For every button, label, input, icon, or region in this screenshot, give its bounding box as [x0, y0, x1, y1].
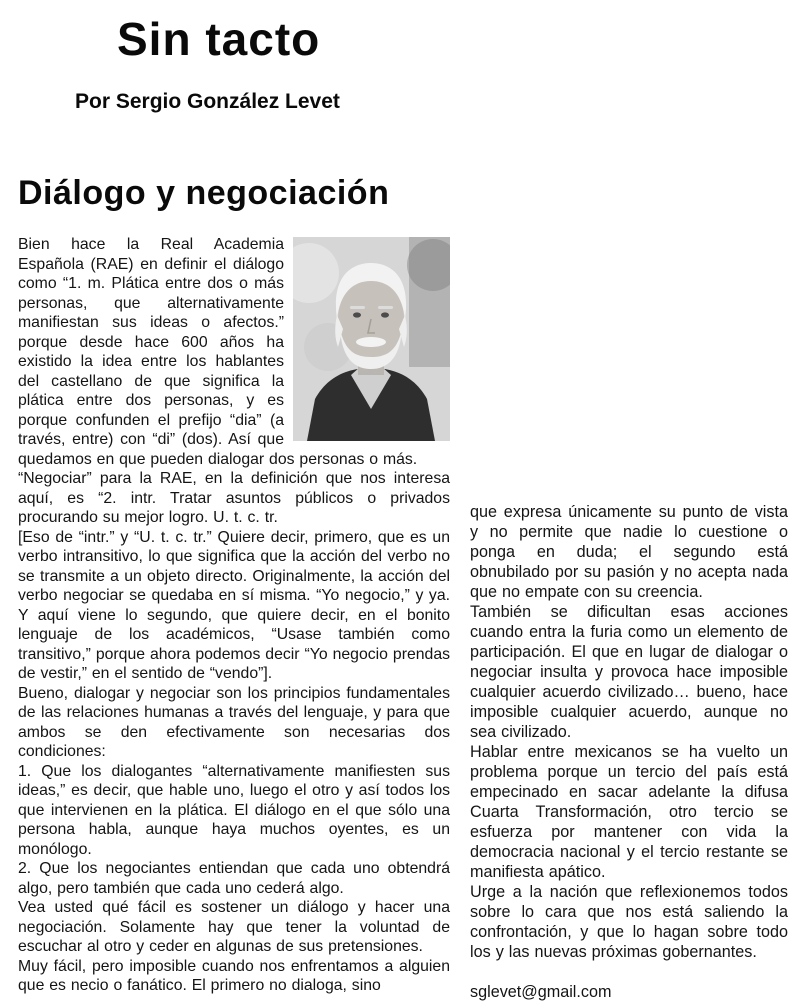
right-column [470, 502, 788, 1002]
article-body [18, 235, 788, 1002]
paragraph: Muy fácil, pero imposible cuando nos enfrentamos a alguien que es necio o fanático. El primero no dialoga, sino [18, 957, 450, 994]
paragraph: [Eso de “intr.” y “U. t. c. tr.” Quiere decir, primero, que es un verbo intransitivo, lo que significa que la acción del verbo no se transmite a un objeto directo. Originalmente, la acción del verbo negociar se quedaba en sí misma. “Yo negocio,” y ya. Y aquí viene lo segundo, que quiere decir, en el bonito lenguaje de los académicos, “Usase también como transitivo,” porque ahora podemos decir “Yo negocio prendas de vestir,” en el sentido de “vendo”]. [18, 528, 450, 682]
byline: Por Sergio González Levet [75, 90, 340, 113]
paragraph: También se dificultan esas acciones cuando entra la furia como un elemento de participación. El que en lugar de dialogar o negociar insulta y provoca hace imposible cualquier acuerdo civilizado… bueno, hace imposible cualquier acuerdo, aunque no sea civilizado. [470, 603, 788, 741]
paragraph: Vea usted qué fácil es sostener un diálogo y hacer una negociación. Solamente hay que tener la voluntad de escuchar al otro y ceder en algunas de sus pretensiones. [18, 899, 450, 955]
author-photo [293, 237, 450, 441]
paragraph: Bien hace la Real Academia Española (RAE) en definir el diálogo como “1. m. Plática entre dos o más personas, que alternativamente manifiestan sus ideas o afectos.” porque desde hace 600 años ha existido la idea entre los hablantes del castellano de que significa la plática entre dos personas, y es porque confunden el prefijo “dia” (a través, entre) con “di” (dos). Así que quedamos en que pueden dialogar dos personas o más. [18, 236, 418, 468]
email-text: sglevet@gmail.com [470, 983, 612, 1001]
left-column [18, 235, 450, 1002]
paragraph: 2. Que los negociantes entiendan que cada uno obtendrá algo, pero también que cada uno cederá algo. [18, 860, 450, 897]
paragraph: Bueno, dialogar y negociar son los principios fundamentales de las relaciones humanas a través del lenguaje, y para que ambos se den efectivamente son necesarias dos condiciones: [18, 684, 450, 760]
column-title: Sin tacto [117, 13, 321, 65]
paragraph: 1. Que los dialogantes “alternativamente manifiesten sus ideas,” es decir, que hable uno, luego el otro y así todos los que intervienen en la plática. El diálogo en el que sólo una persona habla, aunque haya muchos oyentes, es un monólogo. [18, 762, 450, 858]
article-headline: Diálogo y negociación [18, 174, 390, 212]
author-portrait-graphic [293, 237, 450, 441]
paragraph: Hablar entre mexicanos se ha vuelto un problema porque un tercio del país está empecinado en sacar adelante la difusa Cuarta Transformación, otro tercio se esfuerza por mantener con vida la democracia nacional y el tercio restante se manifiesta apático. [470, 743, 788, 881]
paragraph: “Negociar” para la RAE, en la definición que nos interesa aquí, es “2. intr. Tratar asuntos públicos o privados procurando su mejor logro. U. t. c. tr. [18, 470, 450, 526]
paragraph: que expresa únicamente su punto de vista y no permite que nadie lo cuestione o ponga en duda; el segundo está obnubilado por su pasión y no acepta nada que no empate con su creencia. [470, 503, 788, 601]
paragraph: Urge a la nación que reflexionemos todos sobre lo cara que nos está saliendo la confrontación, y que lo hagan sobre todo los y las nuevas próximas gobernantes. [470, 883, 788, 961]
